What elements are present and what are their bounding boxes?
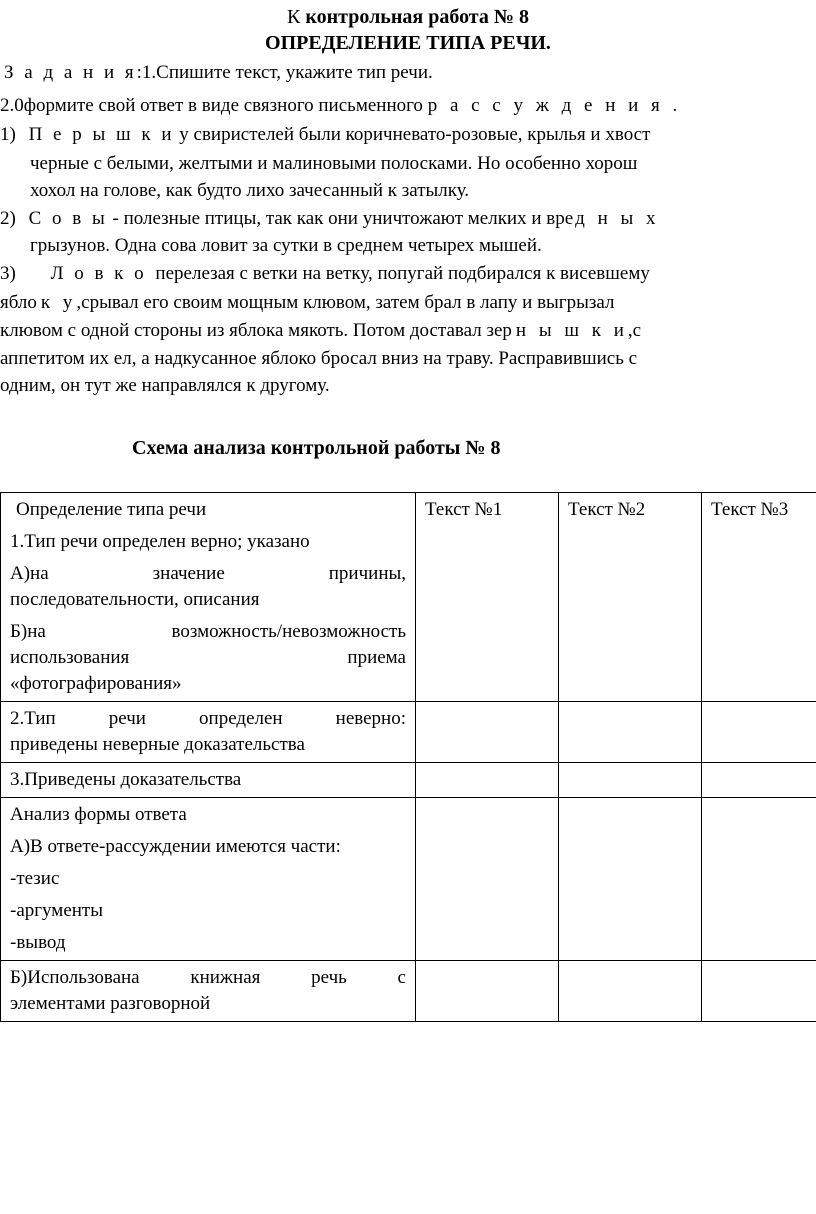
text-3-line-3-spaced: н ы ш к и: [515, 320, 628, 341]
table-cell-empty: [559, 961, 702, 1022]
task-instruction-2: 2.0формите свой ответ в виде связного письменного: [0, 95, 423, 116]
text-3-line-2-spaced: к у: [40, 292, 77, 313]
table-cell-empty: [702, 763, 816, 798]
table-cell-empty: [559, 798, 702, 961]
table-row: [1, 798, 816, 961]
document-subtitle: ОПРЕДЕЛЕНИЕ ТИПА РЕЧИ.: [265, 32, 551, 54]
criteria-item: -тезис: [10, 868, 60, 889]
text-3-line-3: [0, 318, 641, 344]
criteria-item: Анализ формы ответа: [10, 804, 187, 825]
text-2-number: 2): [0, 208, 16, 229]
text-3-line-2-b: ,срывал его своим мощным клювом, затем брал в лапу и выгрызал: [76, 292, 615, 313]
text-1-line-2: черные с белыми, желтыми и малиновыми полосками. Но особенно хорош: [30, 153, 638, 174]
table-cell-empty: [416, 961, 559, 1022]
table-cell-empty: [559, 702, 702, 763]
text-1-line-3: хохол на голове, как будто лихо зачесанный к затылку.: [30, 180, 470, 201]
title-lead-letter: К: [287, 6, 301, 28]
table-header-text-2: Текст №2: [559, 493, 702, 702]
task-instruction-2-spaced: р а с с у ж д е н и я .: [427, 95, 682, 116]
task-line-2: [0, 93, 681, 119]
criteria-heading: Определение типа речи: [16, 499, 207, 520]
table-cell-criteria: [1, 702, 416, 763]
table-header-text-3: Текст №3: [702, 493, 816, 702]
criteria-item: А)В ответе-рассуждении имеются части:: [10, 836, 341, 857]
text-1-line-1: [0, 122, 650, 148]
criteria-item: использования приема: [10, 647, 406, 668]
text-3-line-3-b: ,с: [627, 320, 642, 341]
text-3-line-2: [0, 290, 614, 316]
text-3-first-word: Л о в к о: [50, 263, 147, 284]
title-main: контрольная работа № 8: [305, 6, 529, 28]
scheme-title: Схема анализа контрольной работы № 8: [132, 437, 501, 459]
table-row: [1, 961, 816, 1022]
table-cell-empty: [702, 702, 816, 763]
criteria-item: -вывод: [10, 932, 66, 953]
table-header-text-1: Текст №1: [416, 493, 559, 702]
text-2-first-word: С о в ы: [28, 208, 108, 229]
table-cell-empty: [416, 702, 559, 763]
table-cell-criteria: [1, 798, 416, 961]
text-2-line-1: [0, 206, 660, 232]
text-1-number: 1): [0, 124, 16, 145]
text-3-line-1-rest: перелезая с ветки на ветку, попугай подбирался к висевшему: [155, 263, 650, 284]
task-instruction-1: :1.Спишите текст, укажите тип речи.: [136, 62, 433, 83]
text-2-line-1-tail: д н ы х: [575, 208, 660, 229]
criteria-item: Б)Использована книжная речь с: [10, 967, 406, 988]
table-row: [1, 493, 816, 702]
table-cell-empty: [416, 763, 559, 798]
text-3-line-4: аппетитом их ел, а надкусанное яблоко бросал вниз на траву. Расправившись с: [0, 348, 638, 369]
text-2-line-1-rest: - полезные птицы, так как они уничтожают мелких и вре: [112, 208, 574, 229]
text-3-line-5: одним, он тут же направлялся к другому.: [0, 375, 330, 396]
task-line-1: [4, 60, 433, 86]
criteria-item: приведены неверные доказательства: [10, 734, 305, 755]
document-title: [0, 4, 816, 30]
criteria-item: А)на значение причины,: [10, 563, 406, 584]
table-cell-empty: [416, 798, 559, 961]
table-cell-empty: [702, 961, 816, 1022]
task-label: З а д а н и я: [4, 62, 137, 83]
text-3-number: 3): [0, 263, 16, 284]
analysis-table: [0, 492, 816, 1022]
criteria-item: элементами разговорной: [10, 993, 211, 1014]
table-cell-criteria: [1, 961, 416, 1022]
criteria-item: последовательности, описания: [10, 589, 260, 610]
text-1-line-1-rest: у свиристелей были коричневато-розовые, крылья и хвост: [179, 124, 651, 145]
criteria-item: 3.Приведены доказательства: [10, 769, 242, 790]
text-1-first-word: П е р ы ш к и: [28, 124, 175, 145]
table-row: [1, 702, 816, 763]
text-2-line-2: грызунов. Одна сова ловит за сутки в среднем четырех мышей.: [30, 235, 542, 256]
table-row: [1, 763, 816, 798]
table-cell-empty: [702, 798, 816, 961]
text-3-line-1: [0, 261, 650, 287]
criteria-item: -аргументы: [10, 900, 103, 921]
criteria-item: «фотографирования»: [10, 673, 182, 694]
table-cell-empty: [559, 763, 702, 798]
text-3-line-3-a: клювом с одной стороны из яблока мякоть. Потом доставал зер: [0, 320, 512, 341]
table-cell-criteria: [1, 763, 416, 798]
text-3-line-2-a: ябло: [0, 292, 37, 313]
table-cell-criteria: [1, 493, 416, 702]
criteria-item: 1.Тип речи определен верно; указано: [10, 531, 310, 552]
criteria-item: 2.Тип речи определен неверно:: [10, 708, 406, 729]
criteria-item: Б)на возможность/невозможность: [10, 621, 406, 642]
